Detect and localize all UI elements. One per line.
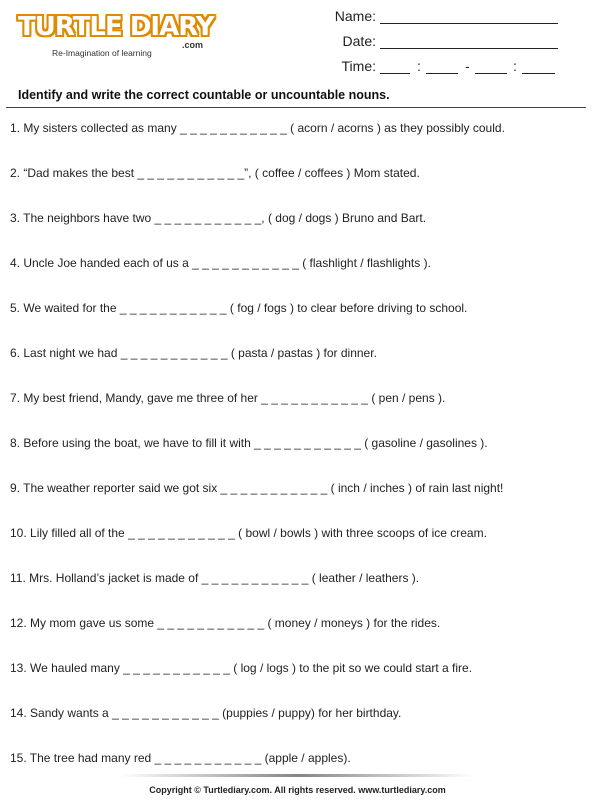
time-end-hour-line[interactable] bbox=[475, 58, 507, 74]
question-12: 12. My mom gave us some _ _ _ _ _ _ _ _ _ _ _ ( money / moneys ) for the rides. bbox=[10, 616, 441, 630]
logo-domain: .com bbox=[182, 40, 204, 50]
question-11: 11. Mrs. Holland’s jacket is made of _ _ _ _ _ _ _ _ _ _ _ ( leather / leathers ). bbox=[10, 571, 420, 585]
question-14: 14. Sandy wants a _ _ _ _ _ _ _ _ _ _ _ (puppies / puppy) for her birthday. bbox=[10, 706, 402, 720]
name-label: Name: bbox=[334, 8, 376, 24]
question-6: 6. Last night we had _ _ _ _ _ _ _ _ _ _ _ ( pasta / pastas ) for dinner. bbox=[10, 346, 377, 360]
date-label: Date: bbox=[342, 33, 376, 49]
footer-divider bbox=[120, 774, 475, 777]
worksheet-instruction: Identify and write the correct countable or uncountable nouns. bbox=[18, 88, 390, 102]
date-line[interactable] bbox=[380, 33, 558, 49]
question-8: 8. Before using the boat, we have to fill it with _ _ _ _ _ _ _ _ _ _ _ ( gasoline / gasolines ). bbox=[10, 436, 488, 450]
question-10: 10. Lily filled all of the _ _ _ _ _ _ _ _ _ _ _ ( bowl / bowls ) with three scoops of ice cream. bbox=[10, 526, 487, 540]
time-end-minute-line[interactable] bbox=[522, 58, 555, 74]
name-line[interactable] bbox=[380, 8, 558, 24]
time-colon-2: : bbox=[513, 58, 517, 74]
time-colon-1: : bbox=[417, 58, 421, 74]
logo-tagline: Re-Imagination of learning bbox=[52, 48, 152, 58]
question-3: 3. The neighbors have two _ _ _ _ _ _ _ _ _ _ _, ( dog / dogs ) Bruno and Bart. bbox=[10, 211, 427, 225]
time-row bbox=[300, 58, 590, 78]
question-5: 5. We waited for the _ _ _ _ _ _ _ _ _ _ _ ( fog / fogs ) to clear before driving to school. bbox=[10, 301, 468, 315]
time-start-minute-line[interactable] bbox=[426, 58, 458, 74]
question-1: 1. My sisters collected as many _ _ _ _ _ _ _ _ _ _ _ ( acorn / acorns ) as they possibly could. bbox=[10, 121, 505, 135]
question-9: 9. The weather reporter said we got six _ _ _ _ _ _ _ _ _ _ _ ( inch / inches ) of rain last night! bbox=[10, 481, 504, 495]
copyright-footer: Copyright © Turtlediary.com. All rights reserved. www.turtlediary.com bbox=[149, 785, 446, 795]
header-divider bbox=[6, 107, 586, 108]
logo-wordmark bbox=[18, 10, 214, 44]
question-2: 2. “Dad makes the best _ _ _ _ _ _ _ _ _ _ _”, ( coffee / coffees ) Mom stated. bbox=[10, 166, 420, 180]
question-15: 15. The tree had many red _ _ _ _ _ _ _ _ _ _ _ (apple / apples). bbox=[10, 751, 351, 765]
name-row bbox=[300, 8, 590, 28]
time-label: Time: bbox=[341, 58, 376, 74]
logo-word-text: TURTLE DIARY bbox=[18, 12, 214, 42]
time-start-hour-line[interactable] bbox=[380, 58, 410, 74]
question-13: 13. We hauled many _ _ _ _ _ _ _ _ _ _ _ ( log / logs ) to the pit so we could start a fire. bbox=[10, 661, 473, 675]
question-7: 7. My best friend, Mandy, gave me three of her _ _ _ _ _ _ _ _ _ _ _ ( pen / pens ). bbox=[10, 391, 446, 405]
question-4: 4. Uncle Joe handed each of us a _ _ _ _ _ _ _ _ _ _ _ ( flashlight / flashlights ). bbox=[10, 256, 431, 270]
turtle-diary-logo bbox=[18, 10, 218, 60]
time-dash: - bbox=[465, 58, 470, 74]
date-row bbox=[300, 33, 590, 53]
